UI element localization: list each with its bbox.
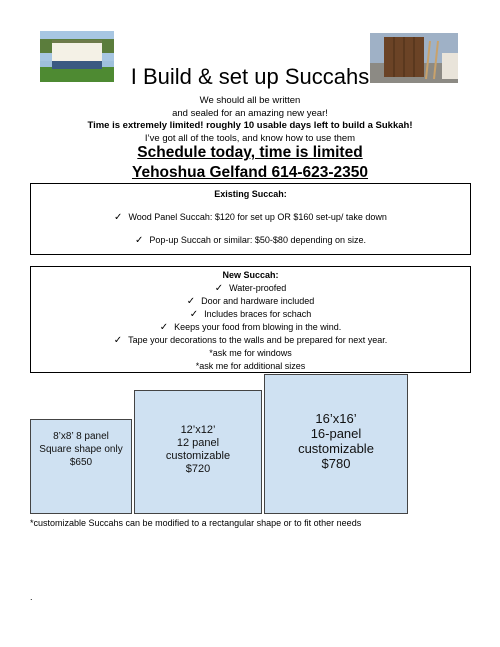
list-item-text: Water-proofed <box>229 283 287 293</box>
package-panels: 12 panel <box>176 437 220 449</box>
list-item-text: Pop-up Succah or similar: $50-$80 depending on size. <box>149 235 367 245</box>
schedule-headline: Schedule today, time is limited <box>137 144 363 161</box>
package-12x12 <box>134 390 262 514</box>
check-icon: ✓ <box>186 296 196 307</box>
check-icon: ✓ <box>159 322 169 333</box>
package-price: $650 <box>69 457 93 468</box>
list-item <box>31 211 470 224</box>
intro-line: I’ve got all of the tools, and know how to use them <box>144 132 356 144</box>
package-8x8 <box>30 419 132 514</box>
list-item-text: Includes braces for schach <box>204 309 312 319</box>
intro-line: We should all be written <box>199 95 301 106</box>
list-item <box>31 334 470 347</box>
note-line: *ask me for additional sizes <box>195 361 306 371</box>
existing-heading: Existing Succah: <box>214 189 287 199</box>
customizable-footnote: *customizable Succahs can be modified to a rectangular shape or to fit other needs <box>30 518 362 528</box>
package-16x16 <box>264 374 408 514</box>
new-succah-heading: New Succah: <box>222 270 279 280</box>
contact-line: Yehoshua Gelfand 614-623-2350 <box>131 164 369 181</box>
list-item-text: Tape your decorations to the walls and be prepared for next year. <box>128 335 388 345</box>
package-desc: customizable <box>165 450 231 462</box>
list-item <box>31 308 470 321</box>
check-icon: ✓ <box>134 235 144 246</box>
page-title: I Build & set up Succahs <box>130 64 370 89</box>
package-size: 16’x16’ <box>315 411 357 426</box>
check-icon: ✓ <box>113 335 123 346</box>
list-item-text: Door and hardware included <box>201 296 315 306</box>
check-icon: ✓ <box>214 283 224 294</box>
intro-text <box>0 95 500 145</box>
list-item <box>31 295 470 308</box>
package-panels: 16-panel <box>310 426 362 441</box>
package-desc: Square shape only <box>39 444 123 455</box>
existing-succah-box <box>30 183 471 255</box>
intro-line: and sealed for an amazing new year! <box>172 107 328 119</box>
new-succah-box <box>30 266 471 373</box>
list-item-text: Keeps your food from blowing in the wind. <box>174 322 342 332</box>
package-size: 8’x8’ 8 panel <box>53 431 109 442</box>
list-item <box>31 282 470 295</box>
package-price: $780 <box>321 456 351 471</box>
check-icon: ✓ <box>114 212 123 223</box>
list-item <box>31 321 470 334</box>
trailing-mark: . <box>30 592 33 602</box>
package-size: 12’x12’ <box>180 424 216 436</box>
note-line: *ask me for windows <box>209 348 292 358</box>
urgency-line: Time is extremely limited! roughly 10 usable days left to build a Sukkah! <box>87 120 413 131</box>
list-item <box>31 234 470 247</box>
check-icon: ✓ <box>189 309 199 320</box>
package-desc: customizable <box>298 441 374 456</box>
package-price: $720 <box>185 463 211 475</box>
list-item-text: Wood Panel Succah: $120 for set up OR $160 set-up/ take down <box>128 212 387 222</box>
